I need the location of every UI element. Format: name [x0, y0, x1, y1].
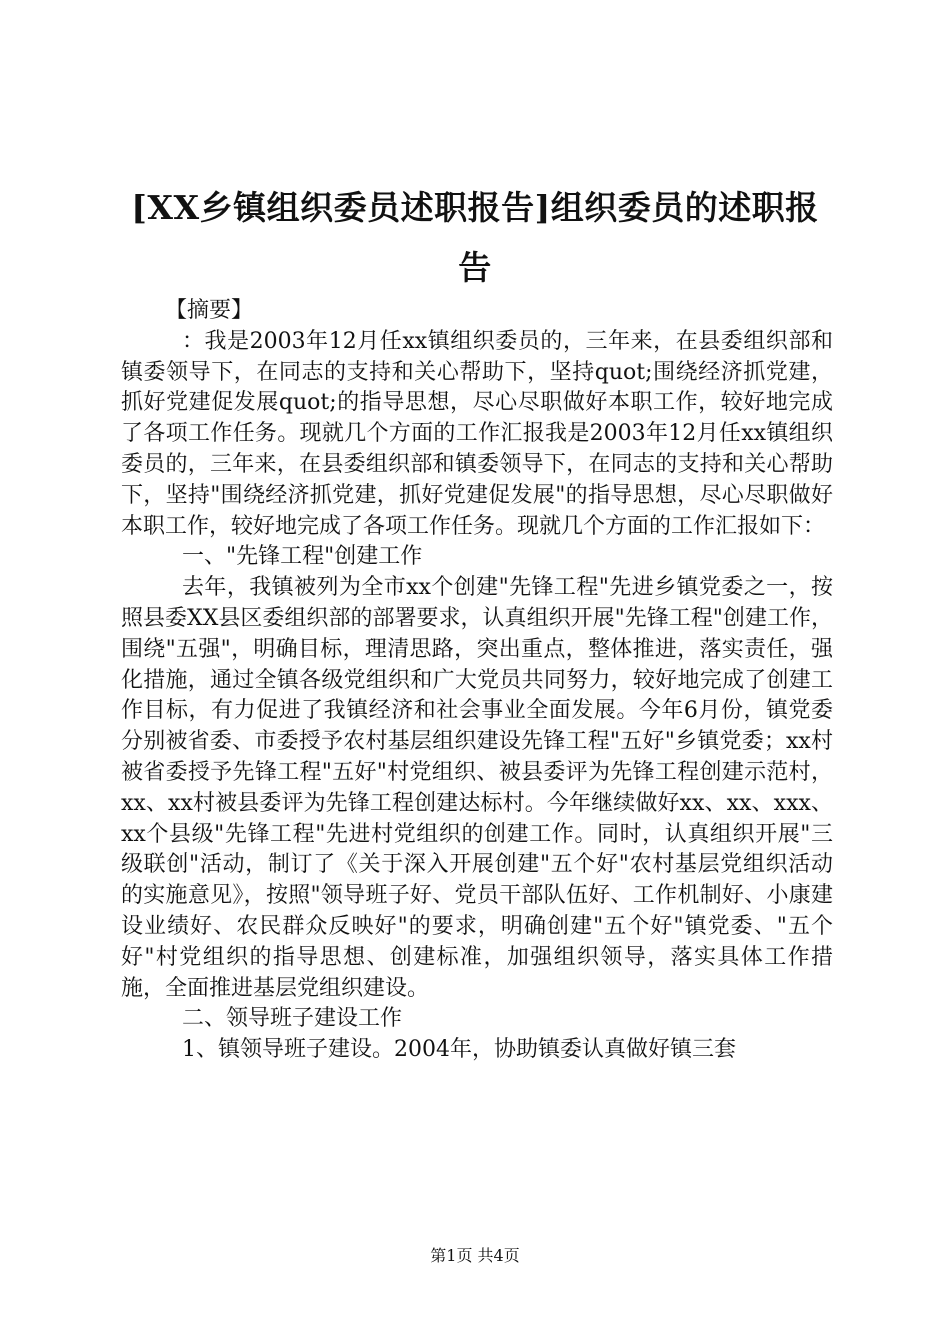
document-title: [XX乡镇组织委员述职报告]组织委员的述职报告: [131, 188, 819, 287]
abstract-paragraph: ：我是2003年12月任xx镇组织委员的，三年来，在县委组织部和镇委领导下，在同志的支持和关心帮助下，坚持quot;围绕经济抓党建，抓好党建促发展quot;的指导思想，尽心尽职做好本职工作，较好地完成了各项工作任务。现就几个方面的工作汇报我是2003年12月任xx镇组织委员的，三年来，在县委组织部和镇委领导下，在同志的支持和关心帮助下，坚持"围绕经济抓党建，抓好党建促发展"的指导思想，尽心尽职做好本职工作，较好地完成了各项工作任务。现就几个方面的工作汇报如下：: [121, 328, 833, 539]
section-1-paragraph: 去年，我镇被列为全市xx个创建"先锋工程"先进乡镇党委之一，按照县委XX县区委组织部的部署要求，认真组织开展"先锋工程"创建工作，围绕"五强"，明确目标，理清思路，突出重点，整体推进，落实责任，强化措施，通过全镇各级党组织和广大党员共同努力，较好地完成了创建工作目标，有力促进了我镇经济和社会事业全面发展。今年6月份，镇党委分别被省委、市委授予农村基层组织建设先锋工程"五好"乡镇党委；xx村被省委授予先锋工程"五好"村党组织、被县委评为先锋工程创建示范村，xx、xx村被县委评为先锋工程创建达标村。今年继续做好xx、xx、xxx、xx个县级"先锋工程"先进村党组织的创建工作。同时，认真组织开展"三级联创"活动，制订了《关于深入开展创建"五个好"农村基层党组织活动的实施意见》，按照"领导班子好、党员干部队伍好、工作机制好、小康建设业绩好、农民群众反映好"的要求，明确创建"五个好"镇党委、"五个好"村党组织的指导思想、创建标准，加强组织领导，落实具体工作措施，全面推进基层党组织建设。: [121, 575, 833, 1001]
section-2-paragraph: 1、镇领导班子建设。2004年，协助镇委认真做好镇三套: [182, 1037, 736, 1063]
section-2-heading: 二、领导班子建设工作: [182, 1006, 403, 1032]
section-1-heading: 一、"先锋工程"创建工作: [182, 544, 423, 570]
page-number-footer: 第1页 共4页: [430, 1246, 520, 1265]
abstract-label: 【摘要】: [165, 298, 254, 323]
document-body: [121, 296, 833, 1066]
